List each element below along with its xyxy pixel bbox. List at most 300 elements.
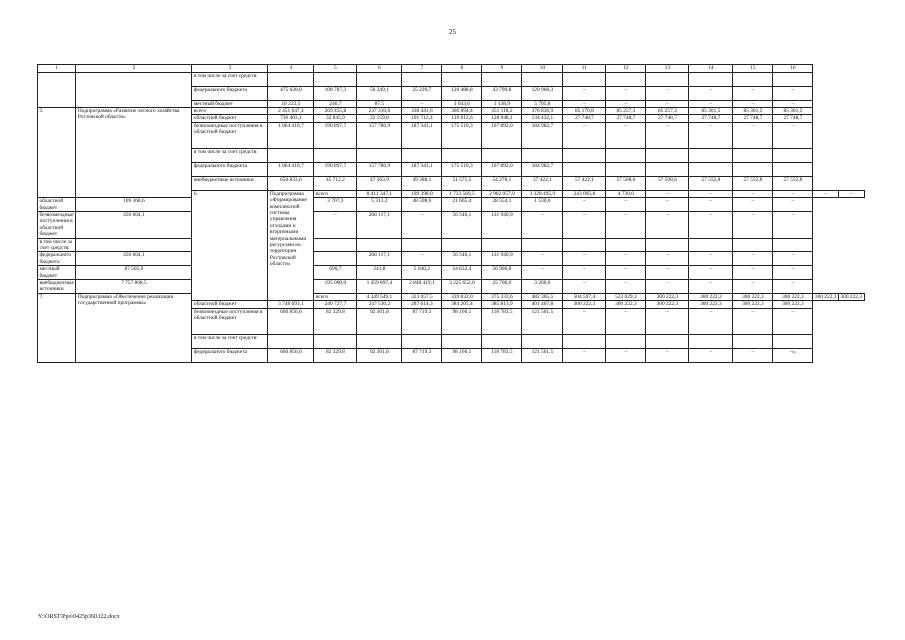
amount-cell: – [733, 308, 773, 335]
column-number-header: 6 [357, 65, 402, 73]
amount-cell: 45 712,2 [314, 177, 357, 191]
amount-cell: 10 222,5 [268, 100, 314, 107]
amount-cell [268, 149, 314, 163]
funding-source-cell: в том числе за счет средств: [192, 335, 268, 349]
amount-cell: 523 029,3 [606, 293, 646, 300]
amount-cell: 87 719,3 [402, 308, 442, 335]
amount-cell: 268 117,1 [357, 212, 402, 239]
amount-cell: 85 301,5 [773, 108, 813, 115]
amount-cell: 56 546,1 [442, 252, 482, 266]
amount-cell: 187 341,1 [402, 122, 442, 149]
amount-cell: 87 505,9 [76, 266, 192, 280]
amount-cell [442, 73, 482, 87]
amount-cell: – [606, 100, 646, 107]
amount-cell: 190 897,7 [314, 163, 357, 177]
amount-cell: – [689, 308, 733, 335]
amount-cell: 247 530,2 [357, 301, 402, 308]
column-number-header: 4 [268, 65, 314, 73]
amount-cell [646, 335, 689, 349]
column-number-header: 14 [689, 65, 733, 73]
amount-cell: 57 552,8 [689, 177, 733, 191]
amount-cell: – [563, 198, 606, 212]
table-row [38, 108, 865, 115]
amount-cell: – [689, 100, 733, 107]
column-number-header: 12 [606, 65, 646, 73]
amount-cell: 3 225 652,0 [442, 280, 482, 294]
amount-cell [442, 335, 482, 349]
program-name-cell [76, 73, 192, 108]
amount-cell [563, 149, 606, 163]
amount-cell: 82 329,8 [314, 349, 357, 363]
amount-cell: 157 786,9 [357, 163, 402, 177]
amount-cell: 25 700,0 [482, 280, 522, 294]
funding-source-cell: безвозмездные поступления в областной бюджет [192, 122, 268, 149]
amount-cell [646, 73, 689, 87]
amount-cell: 85 301,5 [733, 108, 773, 115]
amount-cell: 43 799,8 [482, 86, 522, 100]
amount-cell: 27 748,7 [689, 115, 733, 122]
amount-cell: 300 222,3 [773, 301, 813, 308]
amount-cell: 87,5 [357, 100, 402, 107]
amount-cell [482, 238, 522, 252]
amount-cell: 32 159,8 [357, 115, 402, 122]
column-number-header: 1 [38, 65, 76, 73]
amount-cell: – [733, 190, 773, 197]
row-number-cell: 7. [38, 293, 76, 362]
amount-cell [606, 149, 646, 163]
amount-cell: 118 783,5 [482, 308, 522, 335]
amount-cell [563, 163, 606, 177]
amount-cell: – [522, 252, 563, 266]
amount-cell [482, 73, 522, 87]
amount-cell [522, 238, 563, 252]
funding-source-cell: областной бюджет [38, 198, 76, 212]
amount-cell: – [689, 198, 733, 212]
amount-cell [773, 73, 813, 87]
amount-cell: 131 940,9 [482, 252, 522, 266]
amount-cell: 482 365,5 [522, 293, 563, 300]
amount-cell: 366 894,4 [442, 108, 482, 115]
amount-cell [606, 335, 646, 349]
amount-cell: – [733, 349, 773, 363]
amount-cell: 121 561,5 [522, 308, 563, 335]
amount-cell: 85 170,8 [563, 108, 606, 115]
amount-cell: – [689, 252, 733, 266]
funding-source-cell: в том числе за счет средств: [192, 73, 268, 87]
amount-cell: 300 222,3 [840, 293, 862, 300]
amount-cell: – [689, 280, 733, 294]
column-number-header: 15 [733, 65, 773, 73]
funding-source-cell: в том числе за счет средств: [38, 238, 76, 252]
amount-cell [402, 73, 442, 87]
funding-source-cell: федерального бюджета [192, 86, 268, 100]
amount-cell: – [646, 190, 689, 197]
amount-cell: 600 856,0 [268, 308, 314, 335]
amount-cell [773, 335, 813, 349]
amount-cell: 300 222,3 [689, 301, 733, 308]
amount-cell: 27 748,7 [773, 115, 813, 122]
amount-cell: – [606, 86, 646, 100]
amount-cell: 134 432,1 [522, 115, 563, 122]
amount-cell [357, 73, 402, 87]
amount-cell [314, 335, 357, 349]
amount-cell: 51 571,5 [442, 177, 482, 191]
amount-cell: 139 812,6 [442, 115, 482, 122]
amount-cell: – [646, 122, 689, 149]
amount-cell: – [646, 252, 689, 266]
amount-cell: 300 222,3 [733, 301, 773, 308]
amount-cell: – [606, 252, 646, 266]
amount-cell: 54 278,1 [482, 177, 522, 191]
amount-cell: 4 730,0 [606, 190, 646, 197]
amount-cell: – [689, 266, 733, 280]
amount-cell: – [733, 212, 773, 239]
amount-cell [314, 73, 357, 87]
amount-cell [733, 163, 773, 177]
amount-cell: – [402, 252, 442, 266]
amount-cell: 47 363,9 [357, 177, 402, 191]
amount-cell: – [773, 280, 813, 294]
amount-cell: 3 707,3 [314, 198, 357, 212]
amount-cell: – [563, 280, 606, 294]
amount-cell: – [563, 212, 606, 239]
amount-cell: 108 787,3 [314, 86, 357, 100]
amount-cell: 24 632,4 [442, 266, 482, 280]
amount-cell: – [733, 86, 773, 100]
amount-cell: 57 552,8 [733, 177, 773, 191]
amount-cell: – [402, 100, 442, 107]
amount-cell: 175 510,3 [442, 163, 482, 177]
amount-cell [689, 163, 733, 177]
amount-cell: 5 313,2 [357, 198, 402, 212]
amount-cell: 504 597,4 [563, 293, 606, 300]
amount-cell: – [773, 266, 813, 280]
amount-cell: – [773, 100, 813, 107]
amount-cell: 456 604,1 [76, 252, 192, 266]
amount-cell: 128 948,1 [482, 115, 522, 122]
amount-cell [314, 238, 357, 252]
amount-cell: – [606, 198, 646, 212]
amount-cell: 27 748,7 [563, 115, 606, 122]
amount-cell: – [733, 100, 773, 107]
column-number-header: 9 [482, 65, 522, 73]
amount-cell: – [563, 122, 606, 149]
amount-cell: 120 968,3 [522, 86, 563, 100]
amount-cell: 92 301,8 [357, 349, 402, 363]
amount-cell: 1 138,9 [482, 100, 522, 107]
amount-cell: – [689, 86, 733, 100]
amount-cell [522, 335, 563, 349]
column-number-header: 5 [314, 65, 357, 73]
amount-cell: – [606, 122, 646, 149]
amount-cell: 650 833,6 [268, 177, 314, 191]
amount-cell: 5 705,8 [522, 100, 563, 107]
budget-table [37, 64, 865, 363]
amount-cell [522, 149, 563, 163]
amount-cell: 85 301,5 [689, 108, 733, 115]
amount-cell: 57 508,6 [606, 177, 646, 191]
column-number-header: 16 [773, 65, 813, 73]
amount-cell: 1 064 410,7 [268, 122, 314, 149]
amount-cell [402, 149, 442, 163]
amount-cell: 57 422,1 [522, 177, 563, 191]
amount-cell: 243 095,8 [563, 190, 606, 197]
amount-cell: 351 118,2 [482, 108, 522, 115]
amount-cell: 456 604,1 [76, 212, 192, 239]
amount-cell: 85 257,3 [606, 108, 646, 115]
table-row [38, 198, 865, 212]
amount-cell: – [402, 212, 442, 239]
amount-cell [268, 335, 314, 349]
amount-cell: 195 000,0 [314, 280, 357, 294]
amount-cell [357, 149, 402, 163]
amount-cell [357, 238, 402, 252]
amount-cell: – [733, 198, 773, 212]
amount-cell: – [646, 308, 689, 335]
amount-cell [522, 73, 563, 87]
amount-cell: 385 813,9 [482, 301, 522, 308]
amount-cell: – [563, 266, 606, 280]
amount-cell: 25 226,7 [402, 86, 442, 100]
amount-cell [733, 335, 773, 349]
amount-cell: 401 467,8 [522, 301, 563, 308]
amount-cell: 121 561,5 [522, 349, 563, 363]
amount-cell: – [773, 252, 813, 266]
amount-cell [733, 73, 773, 87]
amount-cell: 82 329,8 [314, 308, 357, 335]
amount-cell: 7 757 868,5 [76, 280, 192, 294]
amount-cell: 600 856,0 [268, 349, 314, 363]
column-number-header: 11 [563, 65, 606, 73]
amount-cell: 300 222,3 [689, 293, 733, 300]
amount-cell: – [773, 122, 813, 149]
funding-source-cell: местный бюджет [192, 100, 268, 107]
amount-cell: – [813, 190, 839, 197]
amount-cell: 3 200,0 [522, 280, 563, 294]
amount-cell: –»; [773, 349, 813, 363]
amount-cell: 2 848 419,1 [402, 280, 442, 294]
amount-cell: 3 043,6 [442, 100, 482, 107]
amount-cell: 56 546,1 [442, 212, 482, 239]
amount-cell: – [522, 266, 563, 280]
amount-cell: 338 441,6 [402, 108, 442, 115]
file-path-footer: Y:\ORST\Ppo\0425p360.f22.docx [38, 614, 120, 620]
amount-cell [773, 163, 813, 177]
amount-cell: 339 832,0 [442, 293, 482, 300]
amount-cell [314, 252, 357, 266]
amount-cell: 92 301,8 [357, 308, 402, 335]
amount-cell [733, 238, 773, 252]
table-row [38, 252, 865, 266]
table-row [38, 266, 865, 280]
amount-cell: 736 403,1 [268, 115, 314, 122]
amount-cell: 199 398,0 [402, 190, 442, 197]
amount-cell: 475 620,0 [268, 86, 314, 100]
amount-cell: 118 783,5 [482, 349, 522, 363]
amount-cell: 246,7 [314, 100, 357, 107]
amount-cell: 109 368,6 [76, 198, 192, 212]
amount-cell: 1 733 569,5 [442, 190, 482, 197]
funding-source-cell: безвозмездные поступления в областной бюджет [38, 212, 76, 239]
amount-cell: 237 310,6 [357, 108, 402, 115]
amount-cell: – [773, 212, 813, 239]
funding-source-cell: федерального бюджета [38, 252, 76, 266]
amount-cell [646, 163, 689, 177]
amount-cell: 3 328 495,9 [522, 190, 563, 197]
amount-cell [606, 163, 646, 177]
amount-cell [646, 238, 689, 252]
column-number-header: 8 [442, 65, 482, 73]
amount-cell: 167 892,0 [482, 122, 522, 149]
amount-cell: – [646, 100, 689, 107]
amount-cell [357, 335, 402, 349]
amount-cell: 49 388,1 [402, 177, 442, 191]
amount-cell: 287 614,3 [402, 301, 442, 308]
amount-cell [482, 149, 522, 163]
funding-source-cell: местный бюджет [38, 266, 76, 280]
amount-cell [646, 149, 689, 163]
column-number-header: 3 [192, 65, 268, 73]
amount-cell: 27 748,7 [606, 115, 646, 122]
amount-cell [268, 73, 314, 87]
amount-cell: 300 222,3 [773, 293, 813, 300]
amount-cell: 1 064 410,7 [268, 163, 314, 177]
program-name-cell: Подпрограмма «Развитие лесного хозяйства Ростовской области» [76, 108, 192, 198]
funding-source-cell: областной бюджет [192, 115, 268, 122]
amount-cell: – [606, 280, 646, 294]
amount-cell: – [606, 266, 646, 280]
amount-cell: – [563, 349, 606, 363]
amount-cell: 300 222,3 [563, 301, 606, 308]
funding-source-cell: всего [314, 293, 357, 300]
amount-cell: – [838, 190, 864, 197]
amount-cell: – [646, 280, 689, 294]
amount-cell: 690,7 [314, 266, 357, 280]
amount-cell: – [733, 280, 773, 294]
amount-cell: – [733, 266, 773, 280]
amount-cell: 57 508,6 [646, 177, 689, 191]
amount-cell: 240 727,7 [314, 301, 357, 308]
program-name-cell: Подпрограмма «Обеспечение реализации государственной программы» [76, 293, 192, 362]
amount-cell: 1 530,0 [522, 198, 563, 212]
amount-cell: 56 349,1 [357, 86, 402, 100]
amount-cell: – [563, 308, 606, 335]
amount-cell [402, 335, 442, 349]
amount-cell: 48 598,6 [402, 198, 442, 212]
table-row [38, 73, 865, 87]
amount-cell [76, 238, 192, 252]
amount-cell: 3 748 693,1 [268, 301, 314, 308]
table-row [38, 212, 865, 239]
column-number-header: 2 [76, 65, 192, 73]
amount-cell: 375 333,6 [482, 293, 522, 300]
amount-cell: 1 459 897,4 [357, 280, 402, 294]
amount-cell: 2 902 057,9 [482, 190, 522, 197]
amount-cell: – [563, 252, 606, 266]
amount-cell [689, 335, 733, 349]
amount-cell [402, 238, 442, 252]
amount-cell: – [563, 100, 606, 107]
amount-cell: – [646, 212, 689, 239]
header-row [38, 65, 865, 73]
amount-cell: 300 222,3 [814, 293, 837, 300]
funding-source-cell: всего [192, 108, 268, 115]
amount-cell: 184 982,7 [522, 122, 563, 149]
amount-cell: 157 786,9 [357, 122, 402, 149]
amount-cell: 131 940,9 [482, 212, 522, 239]
funding-source-cell: федерального бюджета [192, 163, 268, 177]
amount-cell: – [773, 198, 813, 212]
amount-cell: 175 510,3 [442, 122, 482, 149]
amount-cell: 98 160,1 [442, 349, 482, 363]
amount-cell: 32 845,9 [314, 115, 357, 122]
amount-cell [563, 238, 606, 252]
amount-cell: 87 719,3 [402, 349, 442, 363]
amount-cell [606, 238, 646, 252]
amount-cell: 56 900,8 [482, 266, 522, 280]
column-number-header: 13 [646, 65, 689, 73]
amount-cell [689, 73, 733, 87]
amount-cell: – [314, 212, 357, 239]
funding-source-cell: всего [314, 190, 357, 197]
amount-cell [563, 335, 606, 349]
amount-cell: 4 349 549,1 [357, 293, 402, 300]
amount-cell: 376 836,9 [522, 108, 563, 115]
table-row [38, 280, 865, 294]
amount-cell: – [646, 266, 689, 280]
amount-cell: – [646, 86, 689, 100]
amount-cell: 184 982,7 [522, 163, 563, 177]
amount-cell [482, 335, 522, 349]
amount-cell: – [522, 212, 563, 239]
column-number-header: 10 [522, 65, 563, 73]
amount-cell [689, 238, 733, 252]
table-row [38, 238, 865, 252]
amount-cell: 28 554,1 [482, 198, 522, 212]
row-number-cell [38, 73, 76, 108]
amount-cell: 300 222,3 [646, 301, 689, 308]
funding-source-cell: федерального бюджета [192, 349, 268, 363]
funding-source-cell: областной бюджет [192, 301, 268, 308]
amount-cell: 268 117,1 [357, 252, 402, 266]
amount-cell: – [606, 349, 646, 363]
amount-cell: 57 552,8 [773, 177, 813, 191]
amount-cell: – [773, 86, 813, 100]
amount-cell: 2 451 647,4 [268, 108, 314, 115]
amount-cell: 120 488,8 [442, 86, 482, 100]
amount-cell [733, 149, 773, 163]
amount-cell: – [773, 190, 813, 197]
table-row [38, 293, 865, 300]
amount-cell [563, 73, 606, 87]
amount-cell: – [733, 122, 773, 149]
amount-cell: 27 748,7 [646, 115, 689, 122]
amount-cell: 190 897,7 [314, 122, 357, 149]
amount-cell: 57 422,1 [563, 177, 606, 191]
amount-cell: – [773, 308, 813, 335]
amount-cell: 323 057,5 [402, 293, 442, 300]
funding-source-cell: внебюджетные источники [192, 177, 268, 191]
amount-cell: 300 222,3 [646, 293, 689, 300]
amount-cell: – [689, 190, 733, 197]
amount-cell: – [689, 212, 733, 239]
amount-cell: – [689, 122, 733, 149]
amount-cell: 300 222,3 [733, 293, 773, 300]
amount-cell: 187 341,1 [402, 163, 442, 177]
amount-cell: 241,8 [357, 266, 402, 280]
row-number-cell: 6. [192, 190, 268, 301]
program-name-cell: Подпрограмма «Формирование комплексной системы управления отходами и вторичными материальными ресурсами на территории Ростовской области» [268, 190, 314, 301]
